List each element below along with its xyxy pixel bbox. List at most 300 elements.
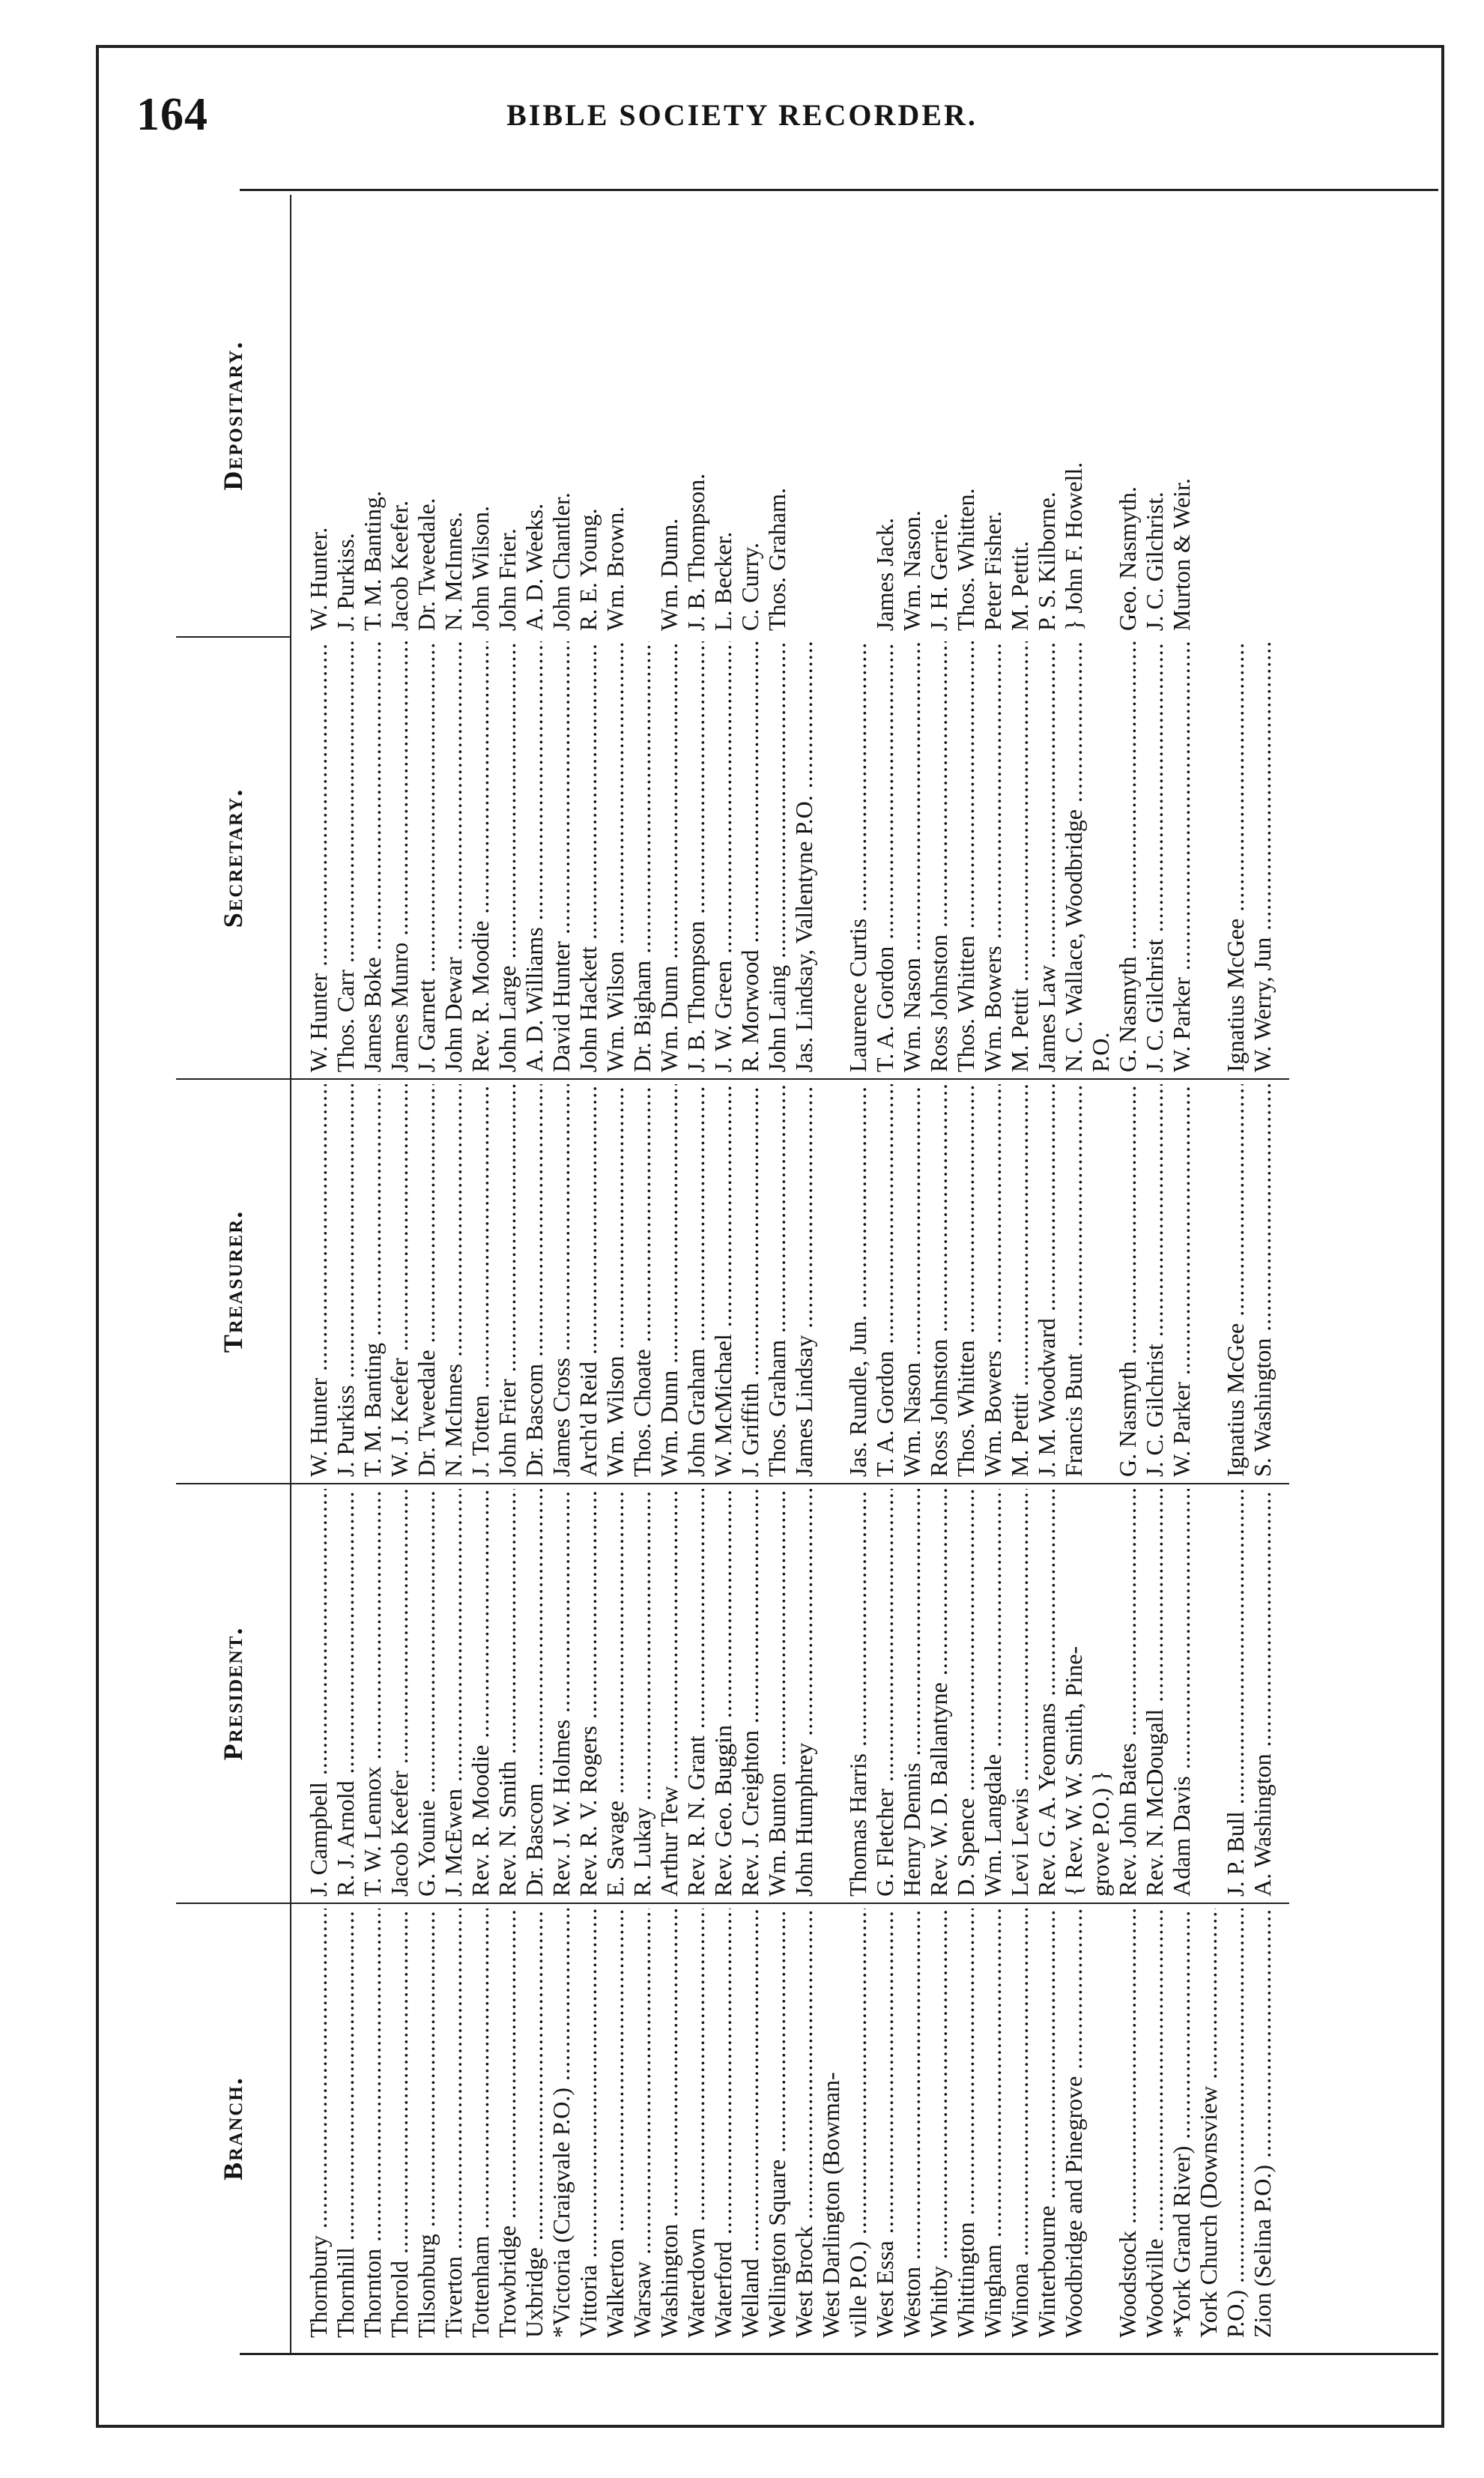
cell-branch xyxy=(332,1903,359,2353)
cell-text-depositary: Murton & Weir. xyxy=(1168,478,1195,631)
table-row xyxy=(709,195,736,2353)
cell-branch xyxy=(925,1903,952,2353)
cell-secretary xyxy=(709,637,736,1079)
cell-text-branch: Tottenham ..... xyxy=(467,1909,494,2338)
cell-depositary xyxy=(979,195,1006,637)
cell-text-secretary: John Large ..... xyxy=(494,641,521,1072)
cell-secretary xyxy=(817,637,844,1079)
cell-text-secretary: John Dewar ..... xyxy=(440,641,467,1072)
cell-text-secretary: David Hunter ..... xyxy=(548,641,575,1072)
cell-secretary xyxy=(602,637,629,1079)
cell-text-depositary: Thos. Graham. xyxy=(763,487,790,631)
cell-president xyxy=(440,1484,467,1903)
cell-text-depositary: Thos. Whitten. xyxy=(952,488,979,631)
cell-president xyxy=(602,1484,629,1903)
table-row xyxy=(359,195,386,2353)
cell-depositary xyxy=(386,195,413,637)
cell-text-depositary: M. Pettit. xyxy=(1006,540,1033,631)
cell-text-president: Rev. W. D. Ballantyne ..... xyxy=(925,1489,952,1897)
cell-branch xyxy=(1033,1903,1060,2353)
cell-treasurer xyxy=(1087,1079,1114,1484)
cell-depositary xyxy=(440,195,467,637)
table-row xyxy=(817,195,844,2353)
cell-president xyxy=(871,1484,898,1903)
cell-depositary xyxy=(332,195,359,637)
cell-branch xyxy=(736,1903,763,2353)
spacer-row xyxy=(1276,195,1289,2353)
cell-text-secretary: Rev. R. Moodie ..... xyxy=(467,641,494,1072)
cell-secretary xyxy=(952,637,979,1079)
cell-president xyxy=(844,1484,871,1903)
cell-text-depositary xyxy=(1087,199,1114,631)
cell-text-depositary xyxy=(1249,199,1276,631)
cell-branch xyxy=(1006,1903,1033,2353)
cell-text-branch: Winterbourne ..... xyxy=(1033,1909,1060,2338)
table-row xyxy=(763,195,790,2353)
cell-president xyxy=(1087,1484,1114,1903)
cell-depositary xyxy=(629,195,655,637)
cell-text-secretary xyxy=(1195,641,1222,1072)
cell-president xyxy=(548,1484,575,1903)
cell-branch xyxy=(1249,1903,1276,2353)
table-row xyxy=(1222,195,1249,2353)
cell-text-treasurer: W. J. Keefer ..... xyxy=(386,1084,413,1477)
cell-text-branch: Thorold ..... xyxy=(386,1909,413,2338)
cell-treasurer xyxy=(655,1079,682,1484)
cell-branch xyxy=(548,1903,575,2353)
cell-secretary xyxy=(413,637,440,1079)
cell-text-president: Rev. J. Creighton ..... xyxy=(736,1489,763,1897)
cell-depositary xyxy=(359,195,386,637)
cell-text-depositary: Peter Fisher. xyxy=(979,511,1006,631)
cell-depositary xyxy=(1141,195,1168,637)
cell-treasurer xyxy=(898,1079,925,1484)
cell-text-treasurer: M. Pettit ..... xyxy=(1006,1084,1033,1477)
cell-secretary xyxy=(844,637,871,1079)
cell-president xyxy=(682,1484,709,1903)
cell-text-secretary: Thos. Carr ..... xyxy=(332,641,359,1072)
cell-text-branch: Whitby ..... xyxy=(925,1909,952,2338)
cell-text-depositary: C. Curry. xyxy=(736,543,763,631)
cell-text-depositary xyxy=(844,199,871,631)
cell-text-treasurer: S. Washington ..... xyxy=(1249,1084,1276,1477)
cell-secretary xyxy=(1141,637,1168,1079)
cell-treasurer xyxy=(871,1079,898,1484)
cell-branch xyxy=(1087,1903,1114,2353)
cell-branch xyxy=(629,1903,655,2353)
cell-text-branch: Woodbridge and Pinegrove ..... xyxy=(1060,1909,1087,2338)
cell-text-branch: Thornbury ..... xyxy=(305,1909,332,2338)
cell-president xyxy=(655,1484,682,1903)
cell-depositary xyxy=(467,195,494,637)
cell-treasurer xyxy=(1249,1079,1276,1484)
table-row xyxy=(521,195,548,2353)
cell-text-treasurer: Wm. Dunn ..... xyxy=(655,1084,682,1477)
cell-text-branch: Woodville ..... xyxy=(1141,1909,1168,2338)
cell-treasurer xyxy=(413,1079,440,1484)
cell-depositary xyxy=(548,195,575,637)
cell-text-president: Rev. R. V. Rogers ..... xyxy=(575,1489,602,1897)
cell-branch xyxy=(413,1903,440,2353)
table-row xyxy=(844,195,871,2353)
cell-president xyxy=(1249,1484,1276,1903)
cell-text-secretary: R. Morwood ..... xyxy=(736,641,763,1072)
cell-text-president: G. Fletcher ..... xyxy=(871,1489,898,1897)
cell-secretary xyxy=(1087,637,1114,1079)
cell-depositary xyxy=(305,195,332,637)
cell-treasurer xyxy=(548,1079,575,1484)
cell-depositary xyxy=(1006,195,1033,637)
cell-text-president: Rev. N. Smith ..... xyxy=(494,1489,521,1897)
cell-text-branch: Waterdown ..... xyxy=(682,1909,709,2338)
cell-secretary xyxy=(332,637,359,1079)
cell-treasurer xyxy=(1033,1079,1060,1484)
cell-text-depositary: John Wilson. xyxy=(467,505,494,631)
cell-treasurer xyxy=(467,1079,494,1484)
cell-treasurer xyxy=(440,1079,467,1484)
cell-text-treasurer: J. C. Gilchrist ..... xyxy=(1141,1084,1168,1477)
cell-treasurer xyxy=(602,1079,629,1484)
page-number: 164 xyxy=(136,89,208,140)
cell-text-treasurer: Dr. Tweedale ..... xyxy=(413,1084,440,1477)
cell-treasurer xyxy=(952,1079,979,1484)
cell-text-treasurer: W. Hunter ..... xyxy=(305,1084,332,1477)
table-row xyxy=(575,195,602,2353)
cell-text-branch: Trowbridge ..... xyxy=(494,1909,521,2338)
cell-branch xyxy=(898,1903,925,2353)
cell-depositary xyxy=(763,195,790,637)
cell-secretary xyxy=(979,637,1006,1079)
cell-text-treasurer: Wm. Nason ..... xyxy=(898,1084,925,1477)
cell-text-president: R. J. Arnold ..... xyxy=(332,1489,359,1897)
cell-text-secretary: Dr. Bigham ..... xyxy=(629,641,655,1072)
cell-text-secretary: Wm. Dunn ..... xyxy=(655,641,682,1072)
table-row xyxy=(548,195,575,2353)
cell-text-branch: Winona ..... xyxy=(1006,1909,1033,2338)
cell-depositary xyxy=(682,195,709,637)
cell-branch xyxy=(1222,1903,1249,2353)
cell-text-branch: West Brock ..... xyxy=(790,1909,817,2338)
cell-text-secretary: J. B. Thompson ..... xyxy=(682,641,709,1072)
cell-treasurer xyxy=(1222,1079,1249,1484)
cell-text-president: Rev. N. McDougall ..... xyxy=(1141,1489,1168,1897)
cell-president xyxy=(575,1484,602,1903)
cell-text-treasurer: James Cross ..... xyxy=(548,1084,575,1477)
cell-depositary xyxy=(736,195,763,637)
table-row xyxy=(979,195,1006,2353)
cell-branch xyxy=(655,1903,682,2353)
cell-secretary xyxy=(1222,637,1249,1079)
cell-text-president: J. McEwen ..... xyxy=(440,1489,467,1897)
cell-text-depositary xyxy=(1195,199,1222,631)
cell-text-president: A. Washington ..... xyxy=(1249,1489,1276,1897)
cell-text-secretary: G. Nasmyth ..... xyxy=(1114,641,1141,1072)
running-title: BIBLE SOCIETY RECORDER. xyxy=(506,98,978,132)
cell-text-branch: Washington ..... xyxy=(655,1909,682,2338)
cell-text-branch: Vittoria ..... xyxy=(575,1909,602,2338)
table-row xyxy=(736,195,763,2353)
cell-text-secretary: James Munro ..... xyxy=(386,641,413,1072)
cell-branch xyxy=(440,1903,467,2353)
cell-treasurer xyxy=(305,1079,332,1484)
cell-text-treasurer: Jas. Rundle, Jun. ..... xyxy=(844,1084,871,1477)
cell-secretary xyxy=(682,637,709,1079)
table-row xyxy=(1195,195,1222,2353)
cell-text-depositary: L. Becker. xyxy=(709,531,736,631)
cell-branch xyxy=(467,1903,494,2353)
cell-text-treasurer: Thos. Choate ..... xyxy=(629,1084,655,1477)
table-row xyxy=(1249,195,1276,2353)
cell-text-depositary: James Jack. xyxy=(871,517,898,631)
cell-text-president: John Humphrey ..... xyxy=(790,1489,817,1897)
cell-branch xyxy=(521,1903,548,2353)
cell-text-president xyxy=(817,1489,844,1897)
cell-text-depositary: P. S. Kilborne. xyxy=(1033,492,1060,631)
cell-president xyxy=(1114,1484,1141,1903)
cell-treasurer xyxy=(844,1079,871,1484)
cell-secretary xyxy=(1033,637,1060,1079)
cell-secretary xyxy=(736,637,763,1079)
cell-president xyxy=(1033,1484,1060,1903)
cell-text-treasurer: Francis Bunt ..... xyxy=(1060,1084,1087,1477)
cell-text-branch xyxy=(1087,1909,1114,2338)
cell-text-branch: Warsaw ..... xyxy=(629,1909,655,2338)
cell-text-secretary: W. Parker ..... xyxy=(1168,641,1195,1072)
cell-president xyxy=(790,1484,817,1903)
cell-text-treasurer xyxy=(1087,1084,1114,1477)
cell-text-treasurer: Dr. Bascom ..... xyxy=(521,1084,548,1477)
cell-depositary xyxy=(709,195,736,637)
cell-text-branch: West Darlington (Bowman- xyxy=(817,2072,844,2338)
cell-depositary xyxy=(817,195,844,637)
cell-text-branch: P.O.) ..... xyxy=(1222,1909,1249,2338)
cell-text-depositary: T. M. Banting. xyxy=(359,491,386,631)
table-row xyxy=(1033,195,1060,2353)
cell-treasurer xyxy=(1195,1079,1222,1484)
cell-text-secretary: J. Garnett ..... xyxy=(413,641,440,1072)
cell-president xyxy=(1195,1484,1222,1903)
cell-text-depositary: J. H. Gerrie. xyxy=(925,513,952,631)
cell-text-branch: ville P.O.) ..... xyxy=(844,1909,871,2338)
cell-branch xyxy=(386,1903,413,2353)
cell-text-branch: West Essa ..... xyxy=(871,1909,898,2338)
cell-branch xyxy=(682,1903,709,2353)
cell-secretary xyxy=(305,637,332,1079)
cell-secretary xyxy=(548,637,575,1079)
cell-text-branch: Tilsonburg ..... xyxy=(413,1909,440,2338)
column-header-depositary: Depositary. xyxy=(176,195,291,637)
cell-text-treasurer: W. Parker ..... xyxy=(1168,1084,1195,1477)
cell-secretary xyxy=(629,637,655,1079)
cell-text-depositary xyxy=(1222,199,1249,631)
cell-president xyxy=(467,1484,494,1903)
cell-text-depositary: N. McInnes. xyxy=(440,511,467,631)
cell-depositary xyxy=(1222,195,1249,637)
cell-president xyxy=(1006,1484,1033,1903)
cell-branch xyxy=(817,1903,844,2353)
cell-treasurer xyxy=(521,1079,548,1484)
cell-text-treasurer: N. McInnes ..... xyxy=(440,1084,467,1477)
table-row xyxy=(602,195,629,2353)
cell-treasurer xyxy=(575,1079,602,1484)
cell-text-secretary: Jas. Lindsay, Vallentyne P.O. ..... xyxy=(790,641,817,1072)
cell-treasurer xyxy=(925,1079,952,1484)
cell-treasurer xyxy=(359,1079,386,1484)
cell-treasurer xyxy=(1006,1079,1033,1484)
cell-secretary xyxy=(763,637,790,1079)
cell-text-president: T. W. Lennox ..... xyxy=(359,1489,386,1897)
cell-depositary xyxy=(1168,195,1195,637)
cell-secretary xyxy=(1006,637,1033,1079)
cell-text-president: Levi Lewis ..... xyxy=(1006,1489,1033,1897)
cell-president xyxy=(763,1484,790,1903)
cell-treasurer xyxy=(494,1079,521,1484)
cell-treasurer xyxy=(979,1079,1006,1484)
cell-text-president: J. P. Bull ..... xyxy=(1222,1489,1249,1897)
cell-president xyxy=(736,1484,763,1903)
cell-depositary xyxy=(575,195,602,637)
cell-text-depositary: Wm. Dunn. xyxy=(655,518,682,631)
cell-text-branch: Welland ..... xyxy=(736,1909,763,2338)
cell-president xyxy=(979,1484,1006,1903)
cell-text-treasurer: Thos. Whitten ..... xyxy=(952,1084,979,1477)
cell-text-secretary: N. C. Wallace, Woodbridge ..... xyxy=(1060,641,1087,1072)
column-header-branch: Branch. xyxy=(176,1903,291,2353)
cell-text-secretary: Wm. Wilson ..... xyxy=(602,641,629,1072)
cell-text-secretary: J. C. Gilchrist ..... xyxy=(1141,641,1168,1072)
cell-depositary xyxy=(871,195,898,637)
cell-branch xyxy=(1195,1903,1222,2353)
cell-text-president: Rev. R. N. Grant ..... xyxy=(682,1489,709,1897)
table-row xyxy=(925,195,952,2353)
cell-text-president: Thomas Harris ..... xyxy=(844,1489,871,1897)
cell-text-depositary: W. Hunter. xyxy=(305,527,332,631)
rotated-table-container xyxy=(176,195,1442,2353)
cell-depositary xyxy=(1033,195,1060,637)
cell-president xyxy=(1168,1484,1195,1903)
cell-text-depositary: A. D. Weeks. xyxy=(521,503,548,631)
cell-text-secretary: P.O. xyxy=(1087,1032,1114,1072)
cell-secretary xyxy=(925,637,952,1079)
cell-depositary xyxy=(1114,195,1141,637)
cell-president xyxy=(1222,1484,1249,1903)
cell-text-secretary: Laurence Curtis ..... xyxy=(844,641,871,1072)
cell-president xyxy=(413,1484,440,1903)
table-row xyxy=(790,195,817,2353)
cell-treasurer xyxy=(629,1079,655,1484)
cell-text-treasurer: John Graham ..... xyxy=(682,1084,709,1477)
cell-text-president: Wm. Bunton ..... xyxy=(763,1489,790,1897)
cell-treasurer xyxy=(709,1079,736,1484)
cell-text-branch: Walkerton ..... xyxy=(602,1909,629,2338)
cell-branch xyxy=(952,1903,979,2353)
cell-text-depositary xyxy=(629,199,655,631)
cell-president xyxy=(332,1484,359,1903)
cell-president xyxy=(925,1484,952,1903)
cell-president xyxy=(1060,1484,1087,1903)
column-header-president: President. xyxy=(176,1484,291,1903)
cell-text-secretary: Ignatius McGee ..... xyxy=(1222,641,1249,1072)
cell-text-depositary: J. C. Gilchrist. xyxy=(1141,492,1168,631)
cell-branch xyxy=(790,1903,817,2353)
cell-text-treasurer: Wm. Wilson ..... xyxy=(602,1084,629,1477)
cell-text-depositary: J. Purkiss. xyxy=(332,533,359,631)
cell-secretary xyxy=(521,637,548,1079)
cell-text-treasurer xyxy=(1195,1084,1222,1477)
table-row xyxy=(1060,195,1087,2353)
cell-text-secretary: Thos. Whitten ..... xyxy=(952,641,979,1072)
cell-text-depositary: John Chantler. xyxy=(548,492,575,631)
cell-text-secretary: John Laing ..... xyxy=(763,641,790,1072)
cell-text-depositary: John Frier. xyxy=(494,528,521,631)
cell-depositary xyxy=(898,195,925,637)
cell-text-depositary: Dr. Tweedale. xyxy=(413,498,440,631)
table-row xyxy=(871,195,898,2353)
table-row xyxy=(1006,195,1033,2353)
cell-text-treasurer: J. Purkiss ..... xyxy=(332,1084,359,1477)
cell-president xyxy=(952,1484,979,1903)
table-body xyxy=(291,195,1289,2353)
cell-depositary xyxy=(494,195,521,637)
cell-secretary xyxy=(494,637,521,1079)
cell-branch xyxy=(1114,1903,1141,2353)
cell-depositary xyxy=(952,195,979,637)
cell-text-treasurer xyxy=(817,1084,844,1477)
cell-text-secretary: M. Pettit ..... xyxy=(1006,641,1033,1072)
cell-president xyxy=(359,1484,386,1903)
cell-text-treasurer: J. Totten ..... xyxy=(467,1084,494,1477)
cell-secretary xyxy=(898,637,925,1079)
cell-text-branch: Uxbridge ..... xyxy=(521,1909,548,2338)
table-row xyxy=(952,195,979,2353)
cell-text-depositary xyxy=(817,199,844,631)
cell-depositary xyxy=(1249,195,1276,637)
cell-text-branch: Wingham ..... xyxy=(979,1909,1006,2338)
table-row xyxy=(494,195,521,2353)
cell-text-depositary: Wm. Nason. xyxy=(898,510,925,631)
cell-treasurer xyxy=(817,1079,844,1484)
cell-text-secretary: W. Werry, Jun ..... xyxy=(1249,641,1276,1072)
cell-text-depositary: J. B. Thompson. xyxy=(682,473,709,631)
cell-text-treasurer: Wm. Bowers ..... xyxy=(979,1084,1006,1477)
cell-secretary xyxy=(386,637,413,1079)
cell-president xyxy=(629,1484,655,1903)
column-header-secretary: Secretary. xyxy=(176,637,291,1079)
cell-depositary xyxy=(602,195,629,637)
cell-text-branch: *Victoria (Craigvale P.O.) ..... xyxy=(548,1909,575,2338)
cell-secretary xyxy=(359,637,386,1079)
cell-text-president: Rev. J. W. Holmes ..... xyxy=(548,1489,575,1897)
cell-secretary xyxy=(440,637,467,1079)
cell-text-president: J. Campbell ..... xyxy=(305,1489,332,1897)
cell-text-treasurer: T. A. Gordon ..... xyxy=(871,1084,898,1477)
cell-text-branch: Waterford ..... xyxy=(709,1909,736,2338)
cell-depositary xyxy=(1060,195,1087,637)
cell-text-president: G. Younie ..... xyxy=(413,1489,440,1897)
cell-branch xyxy=(979,1903,1006,2353)
table-row xyxy=(655,195,682,2353)
table-row xyxy=(682,195,709,2353)
cell-branch xyxy=(763,1903,790,2353)
table-row xyxy=(467,195,494,2353)
cell-branch xyxy=(1168,1903,1195,2353)
cell-treasurer xyxy=(1114,1079,1141,1484)
cell-text-president: Dr. Bascom ..... xyxy=(521,1489,548,1897)
spacer-row xyxy=(291,195,305,2353)
cell-branch xyxy=(305,1903,332,2353)
cell-text-secretary: Wm. Nason ..... xyxy=(898,641,925,1072)
cell-text-president: Henry Dennis ..... xyxy=(898,1489,925,1897)
